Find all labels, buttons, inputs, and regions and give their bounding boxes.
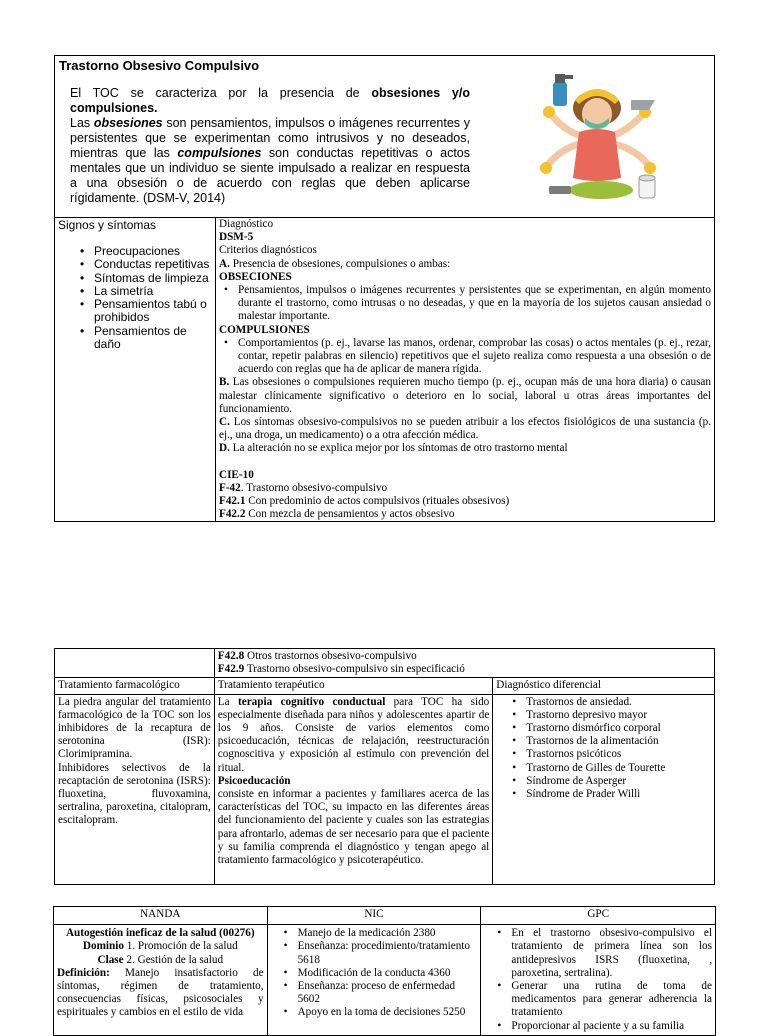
list-item: • Proporcionar al paciente y a su familia <box>511 1020 712 1033</box>
list-item: • Trastorno de Gilles de Tourette <box>526 762 711 775</box>
code-label: F42.9 <box>217 663 245 676</box>
definition-label: Definición: <box>57 966 110 979</box>
diagnosis-label: Diagnóstico <box>219 218 274 230</box>
toc-definition <box>70 86 470 206</box>
header-farm: Tratamiento farmacológico <box>55 678 215 694</box>
code-text: Con mezcla de pensamientos y actos obsesivo <box>245 508 455 521</box>
obsessions-list <box>219 284 711 324</box>
cie-heading: CIE-10 <box>219 468 254 481</box>
def-text: Las <box>70 116 94 130</box>
differential-cell <box>493 694 715 884</box>
list-item: • Trastorno depresivo mayor <box>526 709 711 722</box>
pharmacological-cell <box>55 694 215 884</box>
treatment-table <box>54 648 715 885</box>
list-item: • Trastornos de la alimentación <box>526 735 711 748</box>
nanda-title: Autogestión ineficaz de la salud (00276) <box>65 927 255 940</box>
intro-text: El TOC se caracteriza por la presencia de <box>70 86 372 100</box>
gpc-cell <box>481 925 716 1036</box>
list-item: • En el trastorno obsesivo-compulsivo el tratamiento de primera línea son los antidepresivos ISRS (fluoxetina, , paroxetina, sertralina). <box>511 927 712 980</box>
obsessions-heading: OBSECIONES <box>219 270 292 283</box>
dsm-heading: DSM-5 <box>219 231 254 244</box>
therapy-bold: terapia cognitivo conductual <box>238 695 386 708</box>
header-ter: Tratamiento terapéutico <box>214 678 493 694</box>
criterion-label: B. <box>219 376 230 389</box>
psychoeducation-heading: Psicoeducación <box>217 774 291 787</box>
list-item: • Modificación de la conducta 4360 <box>298 967 478 980</box>
list-item: • Apoyo en la toma de decisiones 5250 <box>298 1006 478 1019</box>
care-plan-table <box>53 906 716 1036</box>
nic-list <box>271 927 478 1019</box>
list-item: • La simetría <box>94 285 212 298</box>
criterion-text: Las obsesiones o compulsiones requieren mucho tiempo (p. ej., ocupan más de una hora diaria) o causan malestar clínicamente significativo o deterioro en lo social, laboral u otras áreas importantes del funcionamiento. <box>219 376 711 415</box>
class-text: 2. Gestión de la salud <box>123 953 224 966</box>
nanda-definition <box>57 967 264 1020</box>
therapy-text-part: La <box>217 695 238 708</box>
list-item: • Enseñanza: procedimiento/tratamiento 5618 <box>298 940 478 966</box>
def-obsesiones: obsesiones <box>93 116 163 130</box>
farm-text: Inhibidores selectivos de la recaptación de serotonina (ISRS): fluoxetina, fluvoxamina, sertralina, paroxetina, citalopram, escitalopram. <box>58 761 211 827</box>
list-item: • Trastorno dismórfico corporal <box>526 722 711 735</box>
psychoeducation-text: consiste en informar a pacientes y familiares acerca de las características del TOC, su impacto en las diferentes áreas del funcionamiento del paciente y cuales son las estrategias para afrontarlo, ademas de ser necesario para que el paciente y su familia comprenda el diagnóstico y tengan apego al tratamiento farmacológico y psicoterapéutico. <box>217 788 490 867</box>
definition-text: Manejo insatisfactorio de síntomas, régimen de tratamiento, consecuencias físicas, psicosociales y espirituales y cambios en el estilo de vida <box>57 966 264 1019</box>
list-item: • Comportamientos (p. ej., lavarse las manos, ordenar, comprobar las cosas) o actos mentales (p. ej., rezar, contar, repetir palabras en silencio) repetitivos que el sujeto realiza como respuesta a una obsesión o de acuerdo con reglas que ha de aplicar de manera rígida. <box>238 337 711 377</box>
compulsions-heading: COMPULSIONES <box>219 323 310 336</box>
nanda-class <box>57 954 264 967</box>
therapy-text <box>218 696 490 775</box>
domain-text: 1. Promoción de la salud <box>123 940 238 953</box>
list-item: • Pensamientos, impulsos o imágenes recurrentes y persistentes que se experimentan, en algún momento durante el trastorno, como intrusas o no deseadas, y que en la mayoría de los sujetos causan ansiedad o malestar importante. <box>238 284 711 324</box>
class-label: Clase <box>97 953 124 966</box>
criterion-label: D. <box>219 442 230 455</box>
list-item: • Síntomas de limpieza <box>94 272 212 285</box>
criterion-label: C. <box>219 416 230 429</box>
def-compulsiones: compulsiones <box>177 146 262 160</box>
criterion-label: A. <box>219 257 230 270</box>
list-item: • Pensamientos de daño <box>94 325 212 352</box>
nanda-domain <box>57 940 264 953</box>
code-f421 <box>219 495 711 508</box>
toc-summary-table <box>54 55 715 522</box>
farm-text: La piedra angular del tratamiento farmacológico de la TOC son los inhibidores de la recaptura de serotonina (ISR): Clorimipramina. <box>58 695 211 761</box>
header-gpc: GPC <box>481 907 716 925</box>
code-label: F42.8 <box>217 650 245 662</box>
gpc-list <box>484 927 712 1033</box>
therapy-text-part: para TOC ha sido especialmente diseñada para niños y adolescentes apartir de los 9 años. Consiste de varios elementos como psicoeducación, técnicas de relajación, reestructuración cognoscitiva y exposición al estímulo con prevención del ritual. <box>217 695 490 774</box>
list-item: • Síndrome de Asperger <box>526 775 711 788</box>
code-label: F-42 <box>219 481 241 494</box>
list-item: • Síndrome de Prader Willi <box>526 788 711 801</box>
list-item: • Pensamientos tabú o prohibidos <box>94 298 212 325</box>
list-item: • Enseñanza: proceso de enfermedad 5602 <box>298 980 478 1006</box>
def-text: son conductas repetitivas o actos mentales que un individuo se siente impulsado a realizar en respuesta a una obsesión o de acuerdo con reglas que deben aplicarse rígidamente. (DSM-V, 2014) <box>70 146 470 205</box>
list-item: • Manejo de la medicación 2380 <box>298 927 478 940</box>
header-nic: NIC <box>267 907 481 925</box>
list-item: • Generar una rutina de toma de medicamentos para generar adherencia la tratamiento <box>511 980 712 1020</box>
header-dif: Diagnóstico diferencial <box>493 678 715 694</box>
criterion-c <box>219 416 711 442</box>
differential-list <box>496 696 711 802</box>
code-text: . Trastorno obsesivo-compulsivo <box>240 481 388 494</box>
criterion-text: Los síntomas obsesivo-compulsivos no se pueden atribuir a los efectos fisiológicos de una sustancia (p. ej., una droga, un medicamento) o a otra afección médica. <box>219 416 711 442</box>
therapeutic-cell <box>214 694 493 884</box>
signs-cell <box>55 218 216 522</box>
cie-codes-cell <box>214 649 714 678</box>
diagnosis-cell <box>216 218 715 522</box>
criterion-text: Presencia de obsesiones, compulsiones o ambas: <box>229 257 451 270</box>
criterion-text: La alteración no se explica mejor por los síntomas de otro trastorno mental <box>229 442 568 455</box>
ocd-illustration <box>533 70 663 210</box>
header-nanda: NANDA <box>54 907 268 925</box>
criterion-b <box>219 376 711 416</box>
criterion-d <box>219 442 711 455</box>
list-item: • Conductas repetitivas <box>94 258 212 271</box>
intro-bold: obsesiones y/o compulsiones. <box>70 86 470 115</box>
signs-header: Signos y síntomas <box>58 218 157 232</box>
code-f429 <box>218 663 711 676</box>
code-text: Con predominio de actos compulsivos (rituales obsesivos) <box>245 495 510 508</box>
code-text: Trastorno obsesivo-compulsivo sin especificació <box>244 663 465 676</box>
code-f42 <box>219 482 711 495</box>
code-label: F42.1 <box>219 495 246 508</box>
compulsions-list <box>219 337 711 377</box>
def-text: son pensamientos, impulsos o imágenes recurrentes y persistentes que se experimentan como intrusivos y no deseados, mientras que las <box>70 116 470 160</box>
list-item: • Trastornos psicóticos <box>526 748 711 761</box>
toc-header-cell <box>55 56 715 218</box>
page-title: Trastorno Obsesivo Compulsivo <box>59 58 260 73</box>
signs-list <box>58 245 212 351</box>
code-text: Otros trastornos obsesivo-compulsivo <box>244 650 417 662</box>
domain-label: Dominio <box>82 940 124 953</box>
nic-cell <box>267 925 481 1036</box>
criteria-label: Criterios diagnósticos <box>219 244 317 257</box>
list-item: • Preocupaciones <box>94 245 212 258</box>
empty-cell <box>55 649 215 678</box>
code-label: F42.2 <box>219 508 246 521</box>
nanda-cell <box>54 925 268 1036</box>
code-f422 <box>219 508 711 521</box>
criterion-a <box>219 258 711 271</box>
list-item: • Trastornos de ansiedad. <box>526 696 711 709</box>
code-f428 <box>218 650 711 663</box>
